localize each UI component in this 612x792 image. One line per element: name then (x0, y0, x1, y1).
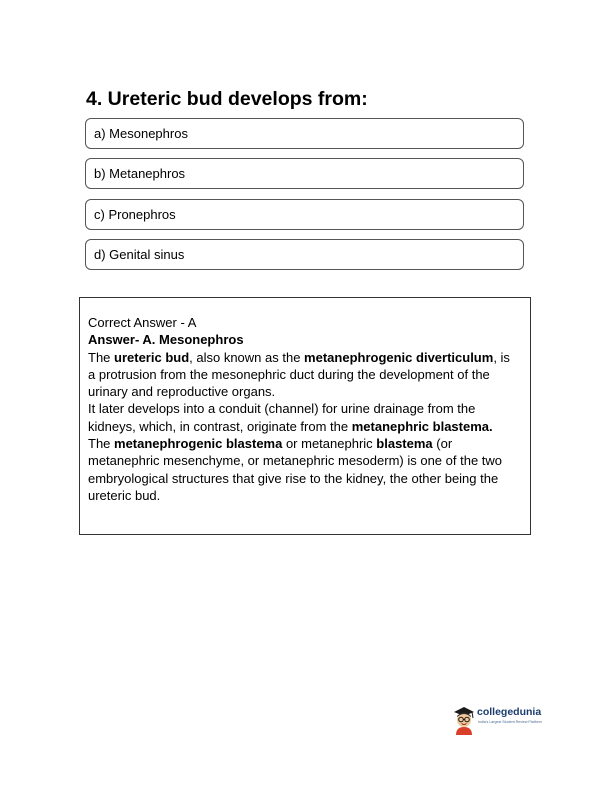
explanation-paragraph-1 (88, 349, 520, 401)
p3-bold-2: blastema (376, 436, 433, 452)
option-d[interactable]: d) Genital sinus (85, 239, 524, 270)
answer-box (79, 297, 531, 535)
p1-text-1: The (88, 349, 115, 365)
collegedunia-logo (452, 703, 562, 737)
correct-answer-line: Correct Answer - A (88, 315, 197, 330)
option-b[interactable]: b) Metanephros (85, 158, 524, 189)
answer-heading (88, 331, 520, 348)
p1-bold-1: ureteric bud (114, 349, 190, 365)
explanation-paragraph-3 (88, 435, 520, 504)
question-title: 4. Ureteric bud develops from: (86, 88, 368, 110)
p3-text-2: or metanephric (282, 436, 377, 452)
p1-text-3: , is a protrusion from the mesonephric duct during the development of the urinary and reproductive organs. (88, 349, 510, 400)
option-a[interactable]: a) Mesonephros (85, 118, 524, 149)
student-mascot-icon (452, 705, 476, 735)
p2-text-1: It later develops into a conduit (channel) for urine drainage from the kidneys, which, in contrast, originate from the (88, 401, 476, 434)
answer-heading-text: Answer- A. Mesonephros (88, 332, 244, 348)
p1-text-2: , also known as the (189, 349, 305, 365)
p3-bold-1: metanephrogenic blastema (114, 436, 283, 452)
logo-tagline: India's Largest Student Review Platform (478, 720, 542, 724)
p1-bold-2: metanephrogenic diverticulum (304, 349, 494, 365)
p3-text-3: (or metanephric mesenchyme, or metanephric mesoderm) is one of the two embryological structures that give rise to the kidney, the other being the ureteric bud. (88, 436, 503, 503)
p2-bold-1: metanephric blastema. (351, 418, 493, 434)
p3-text-1: The (88, 436, 115, 452)
option-c[interactable]: c) Pronephros (85, 199, 524, 230)
logo-wordmark: collegedunia (477, 706, 542, 718)
explanation-paragraph-2 (88, 400, 520, 435)
